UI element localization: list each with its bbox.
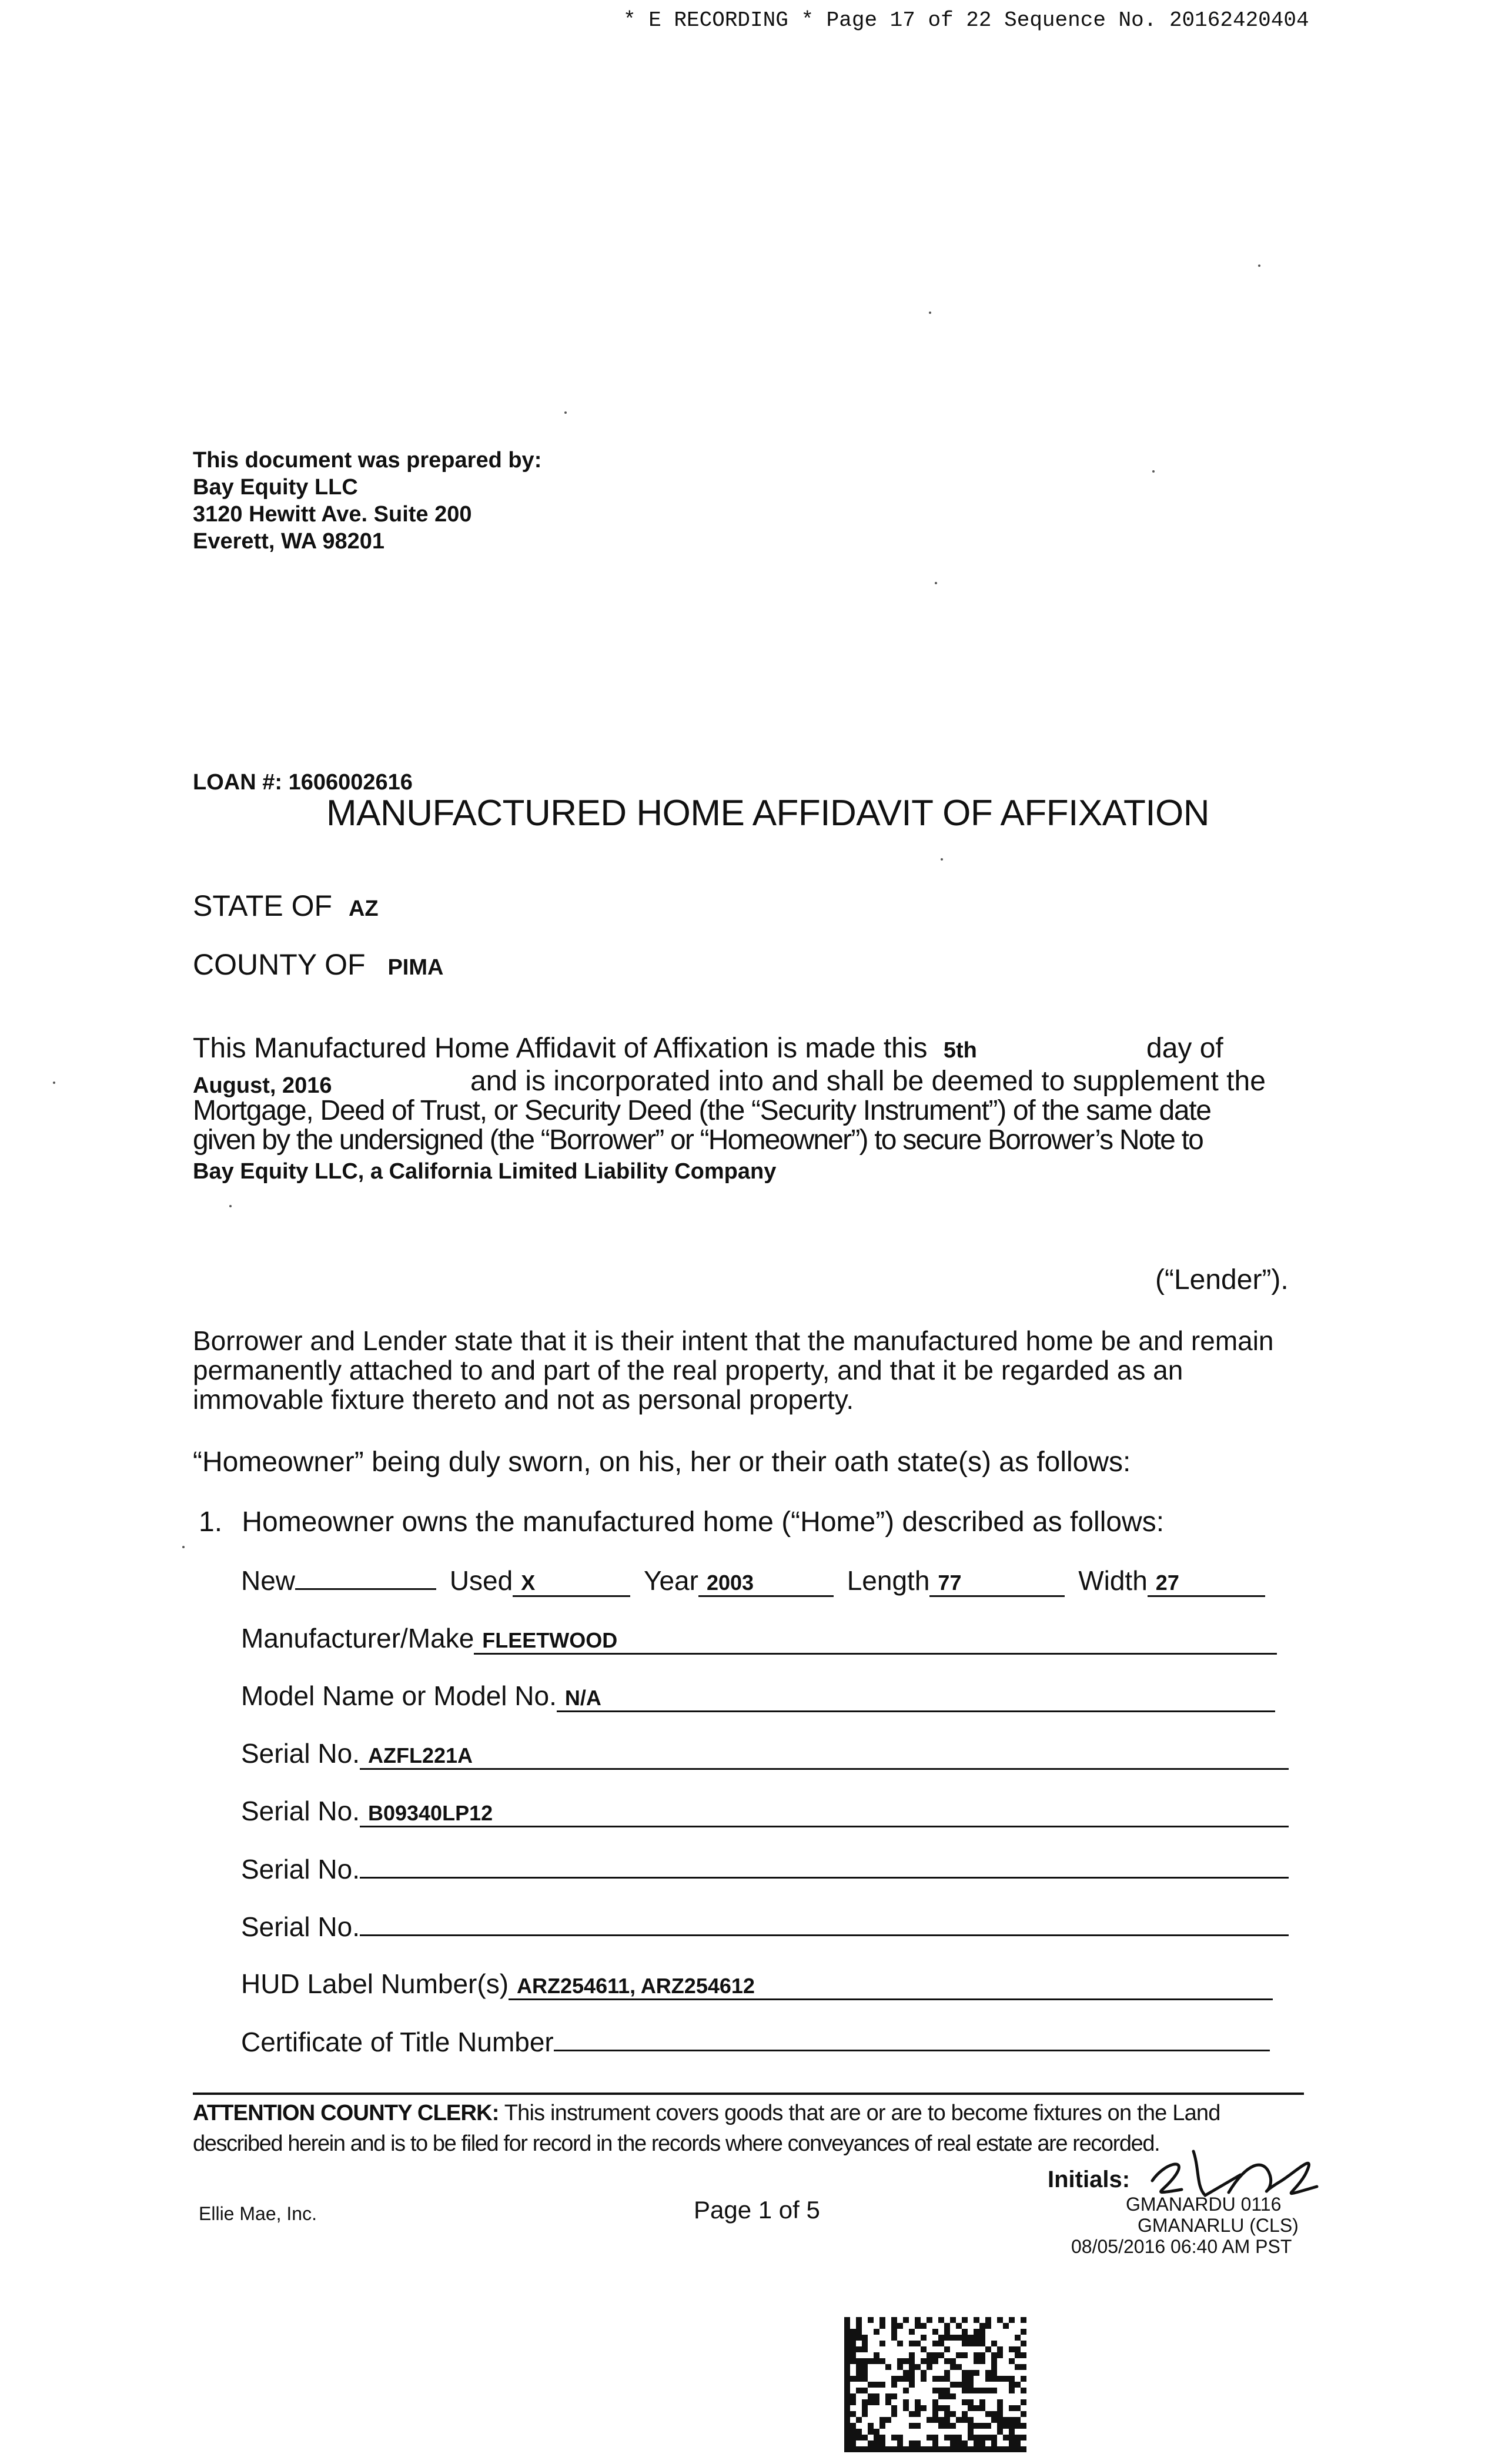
recording-header: * E RECORDING * Page 17 of 22 Sequence No. 20162420404 xyxy=(623,8,1309,32)
footer-page-number: Page 1 of 5 xyxy=(694,2196,820,2224)
model-row xyxy=(241,1680,1275,1712)
title-number-row xyxy=(241,2026,1270,2058)
serial-field-3[interactable] xyxy=(360,1853,1289,1879)
serial-field-4[interactable] xyxy=(360,1910,1289,1936)
item-1-text: Homeowner owns the manufactured home (“Home”) described as follows: xyxy=(242,1506,1165,1538)
make-field[interactable]: FLEETWOOD xyxy=(474,1628,1277,1655)
state-label: STATE OF xyxy=(193,889,333,922)
model-field[interactable]: N/A xyxy=(557,1686,1275,1712)
new-label: New xyxy=(241,1565,296,1596)
scan-speck xyxy=(229,1205,232,1207)
hud-label: HUD Label Number(s) xyxy=(241,1968,509,1999)
county-line xyxy=(193,948,443,982)
intro-line1 xyxy=(193,1032,977,1064)
state-line xyxy=(193,889,379,923)
scan-speck xyxy=(1152,470,1155,473)
prepared-by-label: This document was prepared by: xyxy=(193,448,542,473)
intro-line4: given by the undersigned (the “Borrower” or “Homeowner”) to secure Borrower’s Note to xyxy=(193,1124,1203,1156)
model-label: Model Name or Model No. xyxy=(241,1680,557,1711)
attention-line1 xyxy=(193,2101,1220,2126)
intro-text1: This Manufactured Home Affidavit of Affixation is made this xyxy=(193,1033,928,1064)
footer-timestamp: 08/05/2016 06:40 AM PST xyxy=(1071,2236,1292,2257)
serial-field-2[interactable]: B09340LP12 xyxy=(360,1801,1289,1827)
intent-paragraph: Borrower and Lender state that it is their intent that the manufactured home be and remain permanently attached to and part of the real property, and that it be regarded as an immovable fixture thereto and not as personal property. xyxy=(193,1325,1274,1415)
attention-label: ATTENTION COUNTY CLERK: xyxy=(193,2101,499,2125)
intro-date: August, 2016 xyxy=(193,1073,332,1098)
intro-day: 5th xyxy=(943,1038,977,1063)
serial-label-4: Serial No. xyxy=(241,1911,360,1942)
loan-number: 1606002616 xyxy=(288,770,413,795)
initials-label: Initials: xyxy=(1048,2167,1131,2192)
serial-row-4 xyxy=(241,1910,1289,1943)
length-label: Length xyxy=(847,1565,930,1596)
document-title: MANUFACTURED HOME AFFIDAVIT OF AFFIXATION xyxy=(326,793,1210,833)
scan-speck xyxy=(941,858,943,861)
hud-row xyxy=(241,1968,1273,2000)
serial-label-3: Serial No. xyxy=(241,1854,360,1884)
prepared-by-company: Bay Equity LLC xyxy=(193,475,358,500)
serial-row-3 xyxy=(241,1853,1289,1885)
prepared-by-address-line2: Everett, WA 98201 xyxy=(193,529,384,554)
scan-speck xyxy=(182,1546,185,1548)
serial-label-2: Serial No. xyxy=(241,1796,360,1826)
item-1 xyxy=(199,1506,1164,1538)
title-number-field[interactable] xyxy=(554,2026,1270,2051)
county-value: PIMA xyxy=(387,955,444,980)
datamatrix-barcode xyxy=(844,2317,1026,2452)
make-row xyxy=(241,1622,1277,1655)
prepared-by-block xyxy=(193,447,541,555)
intro-text2: and is incorporated into and shall be deemed to supplement the xyxy=(470,1066,1266,1097)
footer-vendor: Ellie Mae, Inc. xyxy=(199,2203,317,2224)
scan-speck xyxy=(935,582,937,584)
year-field[interactable]: 2003 xyxy=(698,1571,834,1597)
serial-label-1: Serial No. xyxy=(241,1738,360,1769)
new-field[interactable] xyxy=(295,1588,436,1590)
width-label: Width xyxy=(1078,1565,1148,1596)
prepared-by-address-line1: 3120 Hewitt Ave. Suite 200 xyxy=(193,502,472,527)
home-dimensions-row xyxy=(241,1565,1265,1597)
scan-speck xyxy=(1258,265,1260,267)
length-field[interactable]: 77 xyxy=(929,1571,1065,1597)
lender-label: (“Lender”). xyxy=(1155,1264,1289,1295)
serial-field-1[interactable]: AZFL221A xyxy=(360,1743,1289,1770)
intro-day-of: day of xyxy=(1146,1033,1223,1064)
make-label: Manufacturer/Make xyxy=(241,1623,474,1653)
lender-name: Bay Equity LLC, a California Limited Liability Company xyxy=(193,1159,777,1184)
attention-text1: This instrument covers goods that are or are to become fixtures on the Land xyxy=(504,2101,1220,2125)
width-field[interactable]: 27 xyxy=(1148,1571,1265,1597)
item-1-number: 1. xyxy=(199,1506,223,1538)
title-number-label: Certificate of Title Number xyxy=(241,2027,554,2057)
used-field[interactable]: X xyxy=(513,1571,630,1597)
county-label: COUNTY OF xyxy=(193,948,366,981)
sworn-statement: “Homeowner” being duly sworn, on his, her or their oath state(s) as follows: xyxy=(193,1447,1131,1478)
footer-divider xyxy=(193,2093,1304,2095)
scan-speck xyxy=(53,1082,55,1084)
serial-row-1 xyxy=(241,1737,1289,1770)
footer-code2: GMANARLU (CLS) xyxy=(1138,2215,1299,2236)
state-value: AZ xyxy=(348,896,379,921)
year-label: Year xyxy=(643,1565,698,1596)
serial-row-2 xyxy=(241,1795,1289,1827)
attention-text2: described herein and is to be filed for record in the records where conveyances of real estate are recorded. xyxy=(193,2131,1160,2156)
scan-speck xyxy=(929,312,931,314)
hud-field[interactable]: ARZ254611, ARZ254612 xyxy=(509,1974,1273,2000)
loan-number-line xyxy=(193,770,413,795)
loan-label: LOAN #: xyxy=(193,770,282,795)
footer-code1: GMANARDU 0116 xyxy=(1126,2194,1282,2215)
used-label: Used xyxy=(449,1565,513,1596)
intro-line3: Mortgage, Deed of Trust, or Security Deed (the “Security Instrument”) of the same date xyxy=(193,1095,1211,1126)
scan-speck xyxy=(564,411,567,414)
